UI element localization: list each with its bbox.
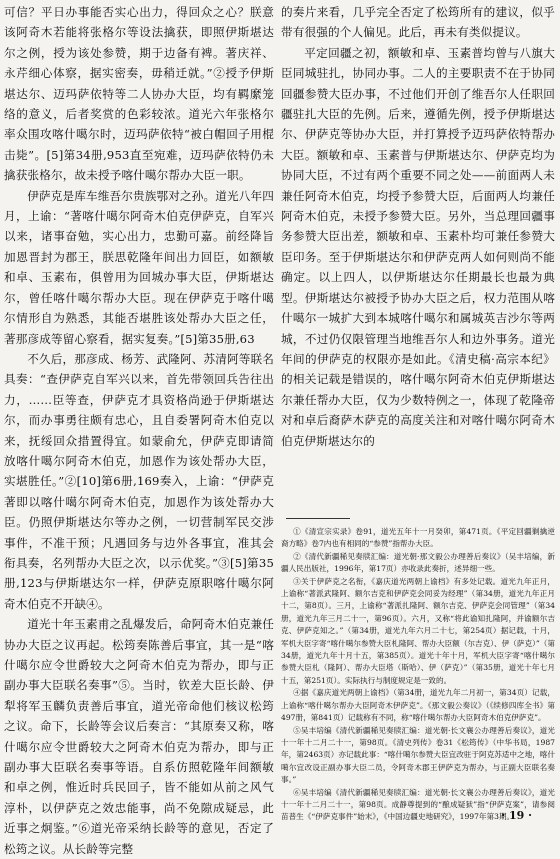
body-paragraph: 不久后，那彦成、杨芳、武隆阿、苏清阿等联名具奏：“查伊萨克自军兴以来，首先带领回兵告往出力，……臣等查，伊萨克才具资格尚逊于伊斯堪达尔，而办事勇往颇有忠心，且自委署阿奇木伯克以来，抚绥回众措置得宜。如蒙俞允，伊萨克即请简放喀什噶尔阿奇木伯克，加恩作为该处帮办大臣，实堪胜任。”②[10]第6册,169奏入，上谕：“伊萨克著即以喀什噶尔阿奇木伯克，加恩作为该处帮办大臣。仍照伊斯堪达尔等办之例，一切营制军民交涉事件，不准干预；凡遇回务与边外各事宜，准其会衔具奏，名列帮办大臣之次，以示优奖。”③[5]第35册,123与伊斯堪达尔一样，伊萨克原职喀什噶尔阿奇木伯克不开缺④。 [4, 351, 274, 611]
footnote: ⑥吴丰培编《清代新疆稀见奏牍汇编：道光朝·长文襄公办理善后奏议》，道光十一年十二月二十一，第98页。成静尊提到的“酿成疑狱”指“伊萨克案”，请参阅苗普生《“伊萨克事件”始末》，《中国边疆史地研究》，1997年第3期。 [281, 787, 555, 822]
right-text-column [281, 2, 555, 451]
footnote: ②《清代新疆稀见奏牍汇编：道光朝·那文毅公办理善后奏议》（吴丰培编，新疆人民出版社，1996年，第17页）亦收录此奏折，述异细一些。 [281, 551, 555, 574]
footnote-divider [286, 518, 350, 519]
page-number: · 19 · [501, 809, 532, 822]
body-paragraph: 伊萨克是库车维吾尔贵族鄂对之孙。道光八年四月，上谕：“著喀什噶尔阿奇木伯克伊萨克，自军兴以来，诸事奋勉，实心出力，忠勤可嘉。前经降旨加恩晋封为郡王，朕思乾隆年间出力回臣，如额敏和卓、玉素布，俱曾用为回城办事大臣，伊斯堪达尔，曾任喀什噶尔帮办大臣。现在伊萨克于喀什噶尔情形自为熟悉，其能否堪胜该处帮办大臣之任，著那彦成等留心察看，据实复奏。”[5]第35册,63 [4, 188, 274, 346]
footnote: ⑤吴丰培编《清代新疆稀见奏牍汇编：道光朝·长文襄公办理善后奏议》，道光十一年十二月二十一，第98页。《清史列传》卷31《松筠传》（中华书局，1987年，第2463页）亦记载此事：“喀什噶尔参赞大臣宜改驻于阿克苏适中之地，喀什噶尔宜改设正副办事大臣二员，令阿奇木郡王伊萨克为帮办，与正副大臣联名奏事。” [281, 725, 555, 785]
body-paragraph: 的奏片来看，几乎完全否定了松筠所有的建议，似乎带有很强的个人偏见。此后，再未有类似提议。 [281, 5, 555, 40]
footnote: ④据《嘉庆道光两朝上谕档》（第34册，道光九年二月初一，第34页）记载，上谕称“喀什噶尔帮办大臣阿奇木伊萨克”。《那文毅公奏议》（《续修四库全书》第497册，第841页）记载称有不同，称“喀什噶尔帮办大臣阿奇木伯克伊萨克”。 [281, 688, 555, 723]
footnote: ③关于伊萨克之名衔，《嘉庆道光两朝上谕档》有多处记载。道光九年正月，上谕称“著派武隆阿、额尔吉克和伊萨克会同妥为经理”（第34册，道光九年正月十二，第8页）。三月，上谕称“著派扎隆阿、额尔吉克、伊萨克会同管理”（第34册，道光九年三月二十一，第96页）。六月，又称“将此谕知扎隆阿，并谕额尔吉克、伊萨克知之。”（第34册，道光九年六月二十七，第254页）据记载，十月，军机大臣字寄“喀什噶尔参赞大臣札隆阿、帮办大臣额（尔吉克）、伊（萨克）”（第34册，道光九年十月十五，第385页）。道光十年十月，军机大臣字寄“喀什噶尔参赞大臣札（隆阿）、帮办大臣塔（斯哈）、伊（萨克）”（第35册，道光十年七月十五，第251页）。实际执行与制度规定是一致的。 [281, 576, 555, 685]
footnote: ①《清宣宗实录》卷91，道光五年十一月癸卯，第471页。《平定回疆剿擒逆裔方略》卷7内也有相同的“参赞”指帮办大臣。 [281, 527, 555, 549]
body-paragraph: 平定回疆之初，额敏和卓、玉素普均曾与八旗大臣同城驻扎，协同办事。二人的主要职责不在于协同回疆参赞大臣办事，不过他们开创了维吾尔人任职回疆驻扎大臣的先例。后来，遵循先例，授予伊斯堪达尔、伊萨克等协办大臣，并打算授予迈玛萨依特帮办大臣。额敏和卓、玉素普与伊斯堪达尔、伊萨克均为协同大臣，不过有两个重要不同之处——前面两人未兼任阿奇木伯克，均授予参赞大臣，后面两人均兼任阿奇木伯克，未授予参赞大臣。另外，当总理回疆事务参赞大臣出差，额敏和卓、玉素朴均可兼任参赞大臣印务。至于伊斯堪达尔和伊萨克两人如何则尚不能确定。以上四人，以伊斯堪达尔任期最长也最为典型。伊斯堪达尔被授予协办大臣之后，权力范围从喀什噶尔一城扩大到本城喀什噶尔和属城英吉沙尔等两城，不过仍仅限管理当地维吾尔人和边外事务。道光年间的伊萨克的权限亦是如此。《清史稿·高宗本纪》的相关记载是错误的，喀什噶尔阿奇木伯克伊斯堪达尔兼任帮办大臣，仅为少数特例之一，体现了乾隆帝对和卓后裔萨木萨克的高度关注和对喀什噶尔阿奇木伯克伊斯堪达尔的 [281, 45, 555, 448]
footnotes-block [281, 526, 555, 824]
left-text-column [4, 2, 274, 859]
body-paragraph: 可信？平日办事能否实心出力，得回众之心？朕意该阿奇木若能将张格尔等设法擒获，即照伊斯堪达尔之例，授为该处参赞，期于边备有裨。著庆祥、永芹细心体察，据实密奏，毋稍迁就。”②授予伊斯堪达尔、迈玛萨依特等二人协办大臣，均有羁縻笼络的意义，后者奖赏的色彩较浓。道光六年张格尔率众围攻喀什噶尔时，迈玛萨依特“被白帽回子用棍击毙”。[5]第34册,953直至宛难，迈玛萨依特仍未擒获张格尔，故未授予喀什噶尔帮办大臣一职。 [4, 5, 274, 183]
body-paragraph: 道光十年玉素甫之乱爆发后，命阿奇木伯克兼任协办大臣之议再起。松筠奏陈善后事宜，其一是“喀什噶尔应令世爵较大之阿奇木伯克为帮办，即与正副办事大臣联名奏事”⑤。当时，钦差大臣长龄、伊犁将军玉麟负责善后事宜，道光帝命他们核议松筠之议。命下，长龄等会议后奏言：“其原奏又称，喀什噶尔应令世爵较大之阿奇木伯克为帮办，即与正副办事大臣联名奏事等语。自系仿照乾隆年间额敏和卓之例，惟近时兵民回子，皆不能如从前之风气淳朴，以伊萨克之效忠能事，尚不免隙成疑忌，此近事之炯鉴。”⑥道光帝采纳长龄等的意见，否定了松筠之议。从长龄等完整 [4, 617, 274, 856]
